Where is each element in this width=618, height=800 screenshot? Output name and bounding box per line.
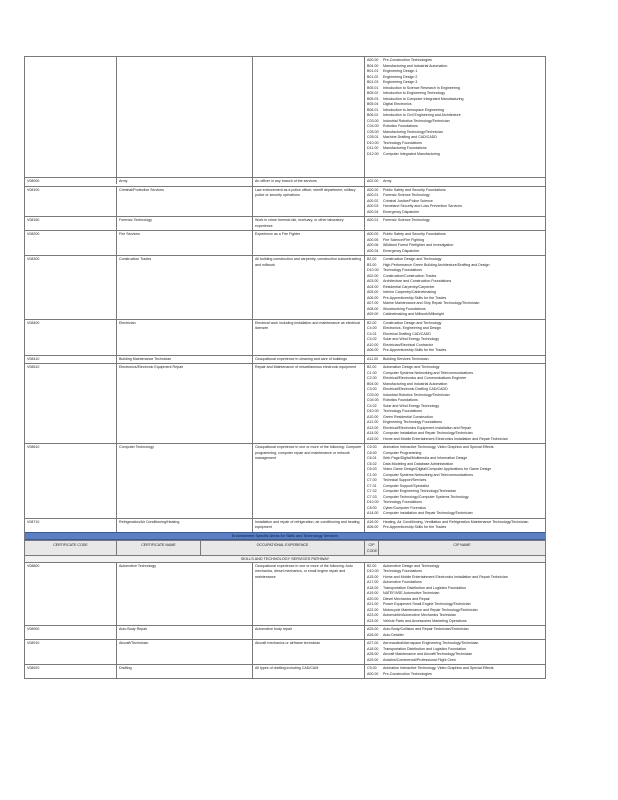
cip-name: Pre-Apprenticeship Skills for the Trades	[383, 525, 447, 529]
cip-code: B01.03	[367, 80, 379, 84]
header-cip: CIP CODE	[367, 542, 378, 553]
cip-name: Cyber/Computer Forensics	[383, 505, 426, 510]
cip-course	[367, 357, 543, 363]
cip-name: Construction Design and Technology	[383, 320, 442, 325]
cip-code: B2.00	[367, 563, 377, 568]
cip-code: C7.00	[367, 478, 377, 482]
cip-code: A00.04	[367, 248, 379, 253]
cip-name: Electrician/Electrical Contractor	[383, 342, 433, 347]
cip-code: C4.02	[367, 403, 377, 408]
cip-code: A02.00	[367, 273, 379, 278]
cip-name: Auto Detailer	[383, 632, 404, 637]
cip-code: A14.00	[367, 431, 379, 435]
cip-list	[365, 256, 545, 319]
table-row	[25, 639, 545, 664]
occupational-experience: Work in crime forensic lab, mortuary, or other laboratory experience	[253, 217, 365, 230]
certificate-name: Construction Trades	[117, 256, 253, 319]
cip-list	[365, 178, 545, 186]
cip-code: C04.00	[367, 398, 379, 402]
cip-code: A00.00	[367, 58, 379, 62]
cip-code: C4.00	[367, 326, 377, 330]
cip-code: A14.00	[367, 511, 379, 515]
cip-code: B01.01	[367, 69, 379, 73]
cip-code: C1.00	[367, 472, 377, 477]
table-row	[25, 625, 545, 639]
cip-code: C6.03	[367, 467, 377, 471]
cip-code: B06.02	[367, 113, 379, 117]
cip-code: A00.00	[367, 187, 379, 192]
cip-list	[365, 665, 545, 678]
cip-name: Electrical Drafting CAD/CADD	[383, 331, 431, 336]
cip-name: Architecture and Construction Foundations	[383, 279, 452, 283]
cip-code: A12.00	[367, 420, 379, 424]
table-row	[25, 186, 545, 217]
certificate-code: V08200	[25, 231, 117, 255]
cip-code: C4.02	[367, 337, 377, 341]
cip-code: A00.05	[367, 237, 379, 242]
cip-name: Solar and Wind Energy Technology	[383, 337, 440, 341]
certificate-code: V08610	[25, 444, 117, 518]
cip-code: A25.00	[367, 627, 379, 631]
cip-code: A00.06	[367, 243, 379, 247]
certificate-name: Computer Technology	[117, 444, 253, 518]
cip-list	[365, 364, 545, 443]
cip-name: Auto Body/Collision and Repair Technician/Technician	[383, 627, 469, 631]
certificate-name: Drafting	[117, 665, 253, 678]
certificate-name: Criminal/Protective Services	[117, 187, 253, 217]
cip-code: C7.01	[367, 483, 377, 488]
certificate-name: Refrigeration/Air Conditioning/Heating	[117, 519, 253, 532]
cip-code: A06.00	[367, 295, 379, 300]
cip-code: B05.04	[367, 102, 379, 106]
cip-code: A08.00	[367, 306, 379, 311]
cip-course	[367, 249, 543, 255]
cip-name: Automotive Design and Technology	[383, 563, 440, 568]
cip-code: C05.01	[367, 135, 379, 139]
table-row	[25, 664, 545, 678]
cip-name: Computer Integrated Manufacturing	[383, 151, 440, 156]
cip-name: Fire Science/Fire Fighting	[383, 237, 424, 242]
cip-list	[365, 231, 545, 255]
cip-code: A10.00	[367, 414, 379, 419]
cip-name: Home and Mobile Entertainment Electronics Installation and Repair Technician	[383, 436, 508, 441]
cip-name: Woodworking Foundations	[383, 306, 426, 311]
cip-code: D10.00	[367, 500, 379, 504]
certificate-code: V08800	[25, 563, 117, 626]
header-experience: OCCUPATIONAL EXPERIENCE	[201, 541, 365, 555]
cip-name: Electrical/Electronics Equipment Installation and Repair	[383, 425, 472, 430]
cip-name: Manufacturing and Industrial Automation	[383, 381, 448, 386]
cip-name: Marine Maintenance and Ship Repair Technology/Technician	[383, 301, 480, 305]
cip-list	[365, 519, 545, 532]
certificate-code: V08920	[25, 665, 117, 678]
cip-course	[367, 619, 543, 625]
cip-course	[367, 658, 543, 664]
cip-code: D10.00	[367, 409, 379, 413]
cip-code: C4.01	[367, 331, 377, 336]
cip-name: Computer Installation and Repair Technology/Technician	[383, 431, 473, 435]
cip-list	[365, 444, 545, 518]
cip-name: Manufacturing and Industrial Automation	[383, 63, 448, 68]
cip-code: B01.02	[367, 74, 379, 79]
table-row	[25, 355, 545, 364]
cip-code: A20.00	[367, 596, 379, 601]
cip-name: Pre-Apprenticeship Skills for the Trades	[383, 295, 447, 300]
cip-name: Cabinetmaking and Millwork/Millwright	[383, 312, 444, 316]
cip-name: Forensic Science Technology	[383, 218, 430, 222]
cip-code: A06.00	[367, 525, 379, 529]
certificate-code: V08150	[25, 217, 117, 230]
header-cip-name: CIP NAME	[453, 542, 471, 547]
cip-list	[365, 626, 545, 639]
cip-name: Heating, Air Conditioning, Ventilation and Refrigeration Maintenance Technology/Technician	[383, 519, 529, 524]
certificate-name: Aircraft/Technician	[117, 640, 253, 664]
cip-name: Engineering Design 1	[383, 69, 418, 73]
cip-code: C5.00	[367, 666, 377, 670]
table-row-continuation	[25, 56, 545, 177]
cip-code: D10.00	[367, 140, 379, 145]
cip-course	[367, 210, 543, 216]
band-title: Endorsement Specific Areas for Skills and Technology Services	[231, 533, 339, 538]
cip-code: D12.00	[367, 151, 379, 156]
certificate-code: V08410	[25, 356, 117, 364]
cip-name: Introduction to Computer Integrated Manufacturing	[383, 96, 464, 101]
cip-code: A18.00	[367, 585, 379, 590]
occupational-experience: Occupational experience in one or more of the following: Auto mechanics, diesel mechanics, or small engine repair and maintenance	[253, 563, 365, 626]
cip-code: C6.00	[367, 450, 377, 455]
occupational-experience: Experience as a Fire Fighter	[253, 231, 365, 255]
cip-name: Transportation Distribution and Logistics Foundation	[383, 646, 466, 651]
cip-code: B05.02	[367, 91, 379, 95]
cip-course	[367, 511, 543, 517]
certificate-name: Electronics/Electronic Equipment Repair	[117, 364, 253, 443]
cip-code: B05.03	[367, 96, 379, 101]
cip-name: Solar and Wind Energy Technology	[383, 403, 440, 408]
cip-course	[367, 218, 543, 224]
section-band	[25, 532, 545, 540]
cip-code: A05.00	[367, 290, 379, 294]
occupational-experience: Law enforcement as a police officer, sheriff department, military police or security operations	[253, 187, 365, 217]
cip-name: Robotics Foundations	[383, 398, 418, 402]
cip-name: Aircraft Maintenance and Aircraft/Technology/Technician	[383, 652, 473, 656]
table-row	[25, 255, 545, 319]
cip-code: B05.01	[367, 85, 379, 90]
certificate-code: V08000	[25, 178, 117, 184]
cip-code: A22.00	[367, 607, 379, 612]
cip-code: A18.00	[367, 646, 379, 651]
cip-name: Manufacturing Technology/Technician	[383, 129, 443, 134]
table-row	[25, 319, 545, 355]
cip-name: Building Services Technician	[383, 356, 429, 361]
certificate-name: Army	[117, 178, 253, 186]
cip-code: A21.00	[367, 602, 379, 606]
cip-name: Power Equipment Small Engine Technology/Technician	[383, 602, 471, 606]
cip-name: Electrical/Electronics and Communications Engineer	[383, 376, 467, 380]
cip-code: C7.03	[367, 494, 377, 499]
cip-code: A00.02	[367, 198, 379, 203]
cip-code: A00.04	[367, 209, 379, 214]
cip-code: A00.00	[367, 232, 379, 236]
cip-code: C8.00	[367, 505, 377, 510]
cip-code: A15.00	[367, 574, 379, 579]
cip-code: A27.00	[367, 641, 379, 645]
cip-name: Introduction to Science Research in Engineering	[383, 85, 460, 90]
cip-code: A09.00	[367, 312, 379, 316]
table-row	[25, 562, 545, 626]
cip-name: Computer Programming	[383, 450, 422, 455]
cip-name: Automotive Foundations	[383, 580, 422, 584]
cip-course	[367, 633, 543, 639]
cip-name: Computer Systems Networking and Telecommunications	[383, 472, 474, 477]
cip-name: Aviation/Commercial/Professional Flight Crew	[383, 657, 456, 662]
cip-course	[367, 312, 543, 318]
occupational-experience: Occupational experience in one or more of the following: Computer programming, computer repair and maintenance or network management	[253, 444, 365, 518]
cip-name: Technology Foundations	[383, 409, 422, 413]
cip-name: Homeland Security and Loss Prevention Services	[383, 204, 462, 208]
cip-name: Public Safety and Security Foundations	[383, 187, 446, 192]
cip-name: Automobile/Automotive Mechanics Technician	[383, 613, 457, 617]
cip-code: A00.00	[367, 671, 379, 676]
cip-code: C3.00	[367, 387, 377, 391]
cip-code: A16.00	[367, 519, 379, 524]
cip-name: Animation Interactive Technology, Video Graphics and Special Effects	[383, 445, 494, 449]
cip-name: Construction Design and Technology	[383, 257, 442, 261]
cip-code: C5.00	[367, 445, 377, 449]
cip-course	[367, 437, 543, 443]
cip-code: A29.00	[367, 657, 379, 662]
cip-list	[365, 217, 545, 230]
cip-code: D10.00	[367, 569, 379, 573]
cip-code: A07.00	[367, 301, 379, 305]
cip-name: Emergency Dispatcher	[383, 209, 420, 214]
cip-name: Technology Foundations	[383, 140, 422, 145]
cip-list	[365, 320, 545, 355]
cip-name: Manufacturing Foundations	[383, 146, 427, 150]
cip-code: B2.00	[367, 320, 377, 325]
cip-name: Digital Electronics	[383, 102, 412, 106]
cip-name: NATEF/ASE Automotive Technician	[383, 591, 440, 595]
certificate-name: Electrician	[117, 320, 253, 355]
certificate-code: V08900	[25, 626, 117, 639]
cip-name: Introduction to Aerospace Engineering	[383, 107, 444, 112]
cip-name: Motorcycle Maintenance and Repair Technology/Technician	[383, 607, 478, 612]
certificate-name: Building Maintenance Technician	[117, 356, 253, 364]
cip-code: B2.00	[367, 365, 377, 369]
cip-course	[367, 348, 543, 354]
cip-code: B04.00	[367, 63, 379, 68]
table-row	[25, 230, 545, 255]
cip-name: Machine Drafting and CAD/CADD	[383, 135, 437, 139]
cip-code: A02.00	[367, 179, 379, 183]
cip-name: Vehicle Parts and Accessories Marketing Operations	[383, 618, 467, 623]
header-code: CERTIFICATE CODE	[25, 541, 117, 555]
header-name: CERTIFICATE NAME	[117, 541, 201, 555]
cip-name: Engineering Design 3	[383, 80, 418, 84]
cip-name: Pre-Apprenticeship Skills for the Trades	[383, 348, 447, 352]
pathway-title: SKILLS AND TECHNOLOGY SERVICES PATHWAY	[25, 556, 545, 562]
pathway-row	[25, 555, 545, 562]
cip-name: Computer Engineering Technology/Technician	[383, 489, 457, 493]
cip-name: Technology Foundations	[383, 500, 422, 504]
occupational-experience: Automotive body repair	[253, 626, 365, 639]
cip-name: Computer Support/Specialist	[383, 483, 429, 488]
occupational-experience: Aircraft mechanics or airframe technician	[253, 640, 365, 664]
cip-code: A19.00	[367, 591, 379, 595]
cip-code: A04.00	[367, 284, 379, 289]
table-row	[25, 363, 545, 443]
table-row	[25, 443, 545, 518]
cip-name: Technology Foundations	[383, 268, 422, 272]
table-header	[25, 540, 545, 555]
cip-name: Technology Foundations	[383, 569, 422, 573]
cip-code: A17.00	[367, 580, 379, 584]
cip-name: Animation Interactive Technology, Video Graphics and Special Effects	[383, 666, 494, 670]
cip-code: C03.00	[367, 118, 379, 123]
cip-code: D11.00	[367, 146, 379, 150]
certificate-name: Automotive Technology	[117, 563, 253, 626]
cip-name: Home and Mobile Entertainment Electronics Installation and Repair Technician	[383, 574, 508, 579]
cip-code: B06.01	[367, 107, 379, 112]
cip-name: Video Game Design/Digital/Computer Applications for Game Design	[383, 467, 492, 471]
certificate-code: V08300	[25, 256, 117, 319]
cip-name: Introduction to Civil Engineering and Architecture	[383, 113, 461, 117]
cip-name: Technical Support/Services	[383, 478, 427, 482]
cip-name: Web Page/Digital/Multimedia and Information Design	[383, 456, 468, 460]
cip-code: A28.00	[367, 652, 379, 656]
cip-name: Electronics, Engineering and Design	[383, 326, 441, 330]
cip-code: C6.01	[367, 456, 377, 460]
cip-name: Computer Systems Networking and Telecommunications	[383, 370, 474, 375]
cip-code: A11.00	[367, 356, 379, 361]
cip-code: A06.00	[367, 348, 379, 352]
certificate-code: V08100	[25, 187, 117, 217]
certificate-name: Auto Body Repair	[117, 626, 253, 639]
cip-code: B04.00	[367, 381, 379, 386]
cip-name: Computer Installation and Repair Technology/Technician	[383, 511, 473, 515]
cip-name: Green Residential Construction	[383, 414, 433, 419]
cip-code: A00.03	[367, 204, 379, 208]
cip-name: Aeronautical/Aerospace Engineering Technology/Technician	[383, 641, 479, 645]
cip-code: A13.00	[367, 425, 379, 430]
cip-code: A10.00	[367, 342, 379, 347]
occupational-experience: An officer in any branch of the services	[253, 178, 365, 186]
cip-code: D10.00	[367, 268, 379, 272]
cip-course	[367, 672, 543, 678]
cip-name: Computer Technology/Computer Systems Technology	[383, 494, 469, 499]
cip-name: Electrical/Electronic Drafting CAD/CADD	[383, 387, 448, 391]
cip-code: A03.00	[367, 279, 379, 283]
cip-list	[365, 187, 545, 217]
cip-name: Industrial Robotics Technology/Technician	[383, 118, 450, 123]
cip-code: C04.00	[367, 124, 379, 128]
certificate-code: V08710	[25, 519, 117, 532]
cip-name: Forensic Science Technology	[383, 193, 430, 197]
cip-name: Army	[383, 179, 392, 183]
cip-course	[367, 152, 543, 158]
cip-code: C03.00	[367, 392, 379, 397]
cip-code: A24.00	[367, 618, 379, 623]
cip-list	[365, 563, 545, 626]
cip-name: Data Modeling and Database Administration	[383, 461, 454, 466]
cip-code: A23.00	[367, 613, 379, 617]
cip-course	[367, 179, 543, 185]
cip-code: C6.02	[367, 461, 377, 466]
cip-code: A00.01	[367, 193, 379, 197]
cip-name: Robotics Foundations	[383, 124, 418, 128]
occupational-experience: Occupational experience in cleaning and care of buildings	[253, 356, 365, 364]
cip-name: Pre-Construction Technologies	[383, 671, 432, 676]
certificate-table	[24, 56, 546, 679]
occupational-experience: All types of drafting including CAD/CAM	[253, 665, 365, 678]
cip-code: A15.00	[367, 436, 379, 441]
cip-name: Engineering Design 2	[383, 74, 418, 79]
cip-name: Pre-Construction Technologies	[383, 58, 432, 62]
cip-code: A26.00	[367, 632, 379, 637]
cip-code: B2.00	[367, 257, 377, 261]
table-row	[25, 177, 545, 186]
cip-name: Construction/Construction Trades	[383, 273, 437, 278]
cip-code: B3.00	[367, 262, 377, 267]
cip-list	[365, 57, 545, 177]
table-row	[25, 518, 545, 532]
cip-name: High Performance Green Building Architecture/Drafting and Design	[383, 262, 490, 267]
table-row	[25, 216, 545, 230]
certificate-code: V08510	[25, 364, 117, 443]
cip-list	[365, 356, 545, 364]
cip-name: Criminal Justice/Police Science	[383, 198, 433, 203]
cip-code: C7.02	[367, 489, 377, 493]
occupational-experience: Installation and repair of refrigeration, air conditioning and heating equipment	[253, 519, 365, 532]
cip-name: Public Safety and Security Foundations	[383, 232, 446, 236]
cip-list	[365, 640, 545, 664]
cip-name: Introduction to Engineering Technology	[383, 91, 446, 95]
cip-name: Industrial Robotics Technology/Technician	[383, 392, 450, 397]
cip-code: A00.01	[367, 218, 379, 222]
certificate-code: V08400	[25, 320, 117, 355]
cip-code: C1.00	[367, 370, 377, 375]
occupational-experience: Electrical work including installation and maintenance as electrical licensee	[253, 320, 365, 355]
cip-name: Transportation Distribution and Logistics Foundation	[383, 585, 466, 590]
cip-name: Engineering Technology Foundations	[383, 420, 443, 424]
occupational-experience: All building construction and carpentry, construction subcontracting and millwork	[253, 256, 365, 319]
cip-name: Interior Carpentry/Cabinetmaking	[383, 290, 436, 294]
cip-code: C2.00	[367, 376, 377, 380]
cip-name: Residential Carpentry/Carpenter	[383, 284, 435, 289]
cip-name: Diesel Mechanics and Repair	[383, 596, 430, 601]
occupational-experience: Repair and Maintenance of miscellaneous electronic equipment	[253, 364, 365, 443]
certificate-name: Fire Services	[117, 231, 253, 255]
cip-code: C05.00	[367, 129, 379, 134]
cip-name: Emergency Dispatcher	[383, 248, 420, 253]
cip-name: Automation Design and Technology	[383, 365, 440, 369]
certificate-code: V08910	[25, 640, 117, 664]
cip-name: Wildland Forest Firefighter and Investigation	[383, 243, 454, 247]
certificate-name: Forensic Technology	[117, 217, 253, 230]
cip-course	[367, 525, 543, 531]
